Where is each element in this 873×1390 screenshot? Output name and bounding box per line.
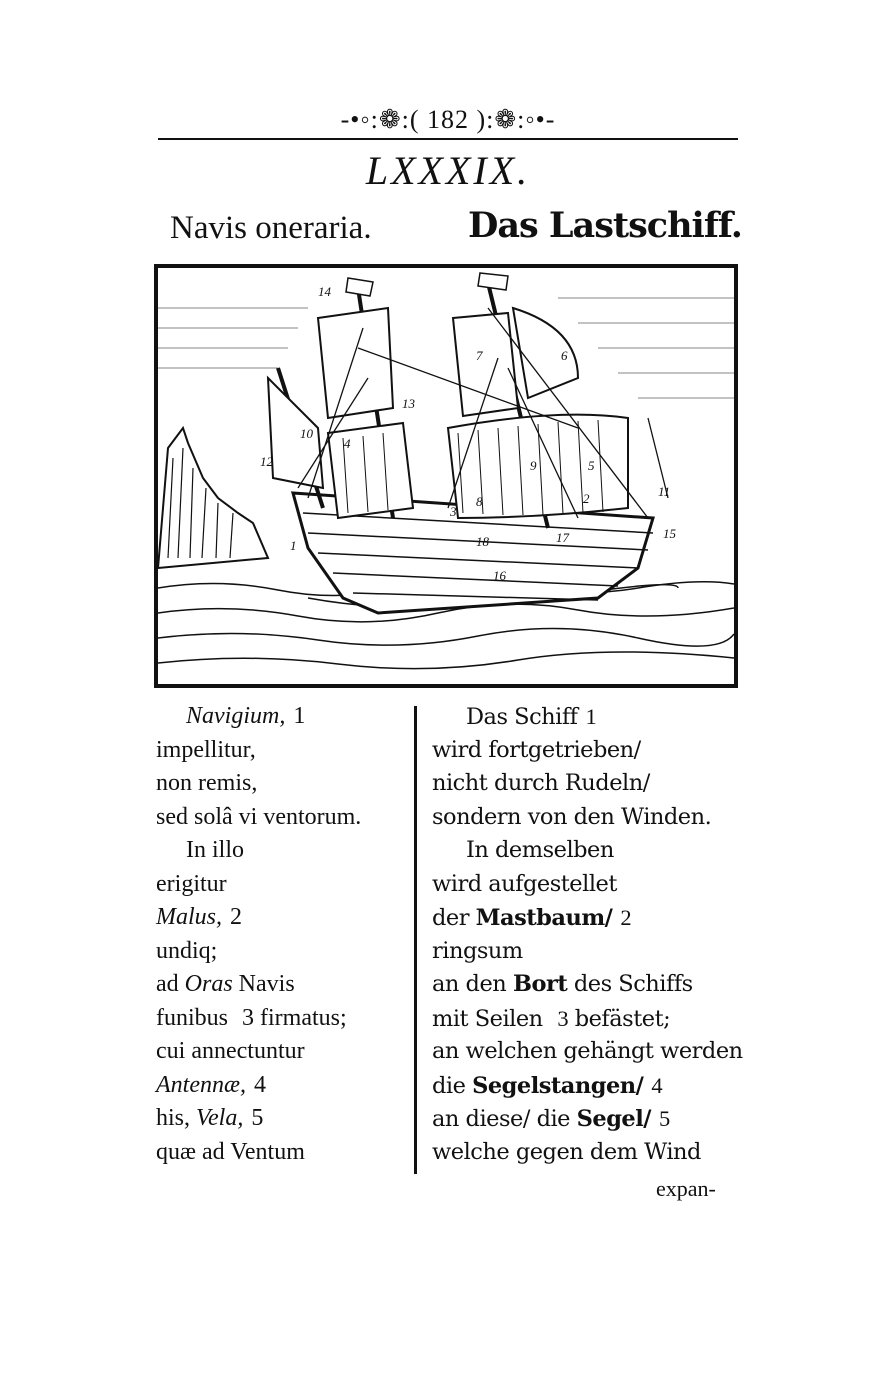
sky-hatching [158,298,734,398]
german-line: an den Bort des Schiffs [432,971,693,997]
label-5: 5 [588,458,595,473]
label-17: 17 [556,530,569,545]
footer-area [0,1300,873,1390]
german-line: wird aufgestellet [432,870,617,897]
label-2: 2 [583,491,590,506]
cliff [158,428,268,568]
latin-line: Malus, 2 [156,904,242,930]
label-14: 14 [318,284,331,299]
label-6: 6 [561,348,568,363]
flags [346,273,508,296]
page-number-header: -•◦:❁:( 182 ):❁:◦•- [340,105,556,134]
latin-line: erigitur [156,870,227,897]
label-8: 8 [476,494,483,509]
german-line: welche gegen dem Wind [432,1138,701,1165]
label-13: 13 [402,396,415,411]
german-line: der Mastbaum/ 2 [432,905,632,931]
label-7: 7 [476,348,483,363]
latin-line: In illo [186,837,244,863]
label-9: 9 [530,458,537,473]
german-line: mit Seilen 3 befästet; [432,1005,671,1032]
ship-woodcut-illustration [154,264,738,688]
latin-line: Navigium, 1 [186,703,306,729]
label-18: 18 [476,534,489,549]
latin-line: impellitur, [156,736,256,763]
label-11: 11 [658,484,671,499]
label-12: 12 [260,454,273,469]
chapter-number: LXXXIX. [365,148,531,193]
german-line: sondern von den Winden. [432,803,712,830]
latin-line: undiq; [156,937,218,964]
sails [268,308,628,518]
latin-line: ad Oras Navis [156,971,295,997]
title-german: Das Lastschiff. [468,205,742,246]
latin-line: sed solâ vi ventorum. [156,803,362,830]
latin-line: non remis, [156,770,258,796]
header-rule [158,138,738,140]
ship-woodcut-svg [158,268,734,684]
german-line: die Segelstangen/ 4 [432,1072,663,1099]
german-line: wird fortgetrieben/ [432,736,641,763]
label-10: 10 [300,426,313,441]
label-4: 4 [344,436,351,451]
latin-line: funibus 3 firmatus; [156,1004,347,1031]
latin-line: Antennæ, 4 [156,1071,266,1098]
label-1: 1 [290,538,297,553]
german-line: an diese/ die Segel/ 5 [432,1106,670,1132]
german-column [432,700,742,1169]
latin-column [156,700,411,1169]
label-16: 16 [493,568,506,583]
german-line: ringsum [432,937,523,964]
column-divider [414,706,417,1174]
german-line: nicht durch Rudeln/ [432,770,650,796]
latin-line: cui annectuntur [156,1038,305,1064]
german-line: Das Schiff 1 [466,704,597,730]
german-line: In demselben [466,837,614,863]
label-15: 15 [663,526,676,541]
latin-line: his, Vela, 5 [156,1105,264,1131]
label-3: 3 [450,504,457,519]
title-latin: Navis oneraria. [170,210,372,246]
catchword: expan- [656,1176,716,1201]
german-line: an welchen gehängt werden [432,1038,743,1064]
latin-line: quæ ad Ventum [156,1138,305,1165]
